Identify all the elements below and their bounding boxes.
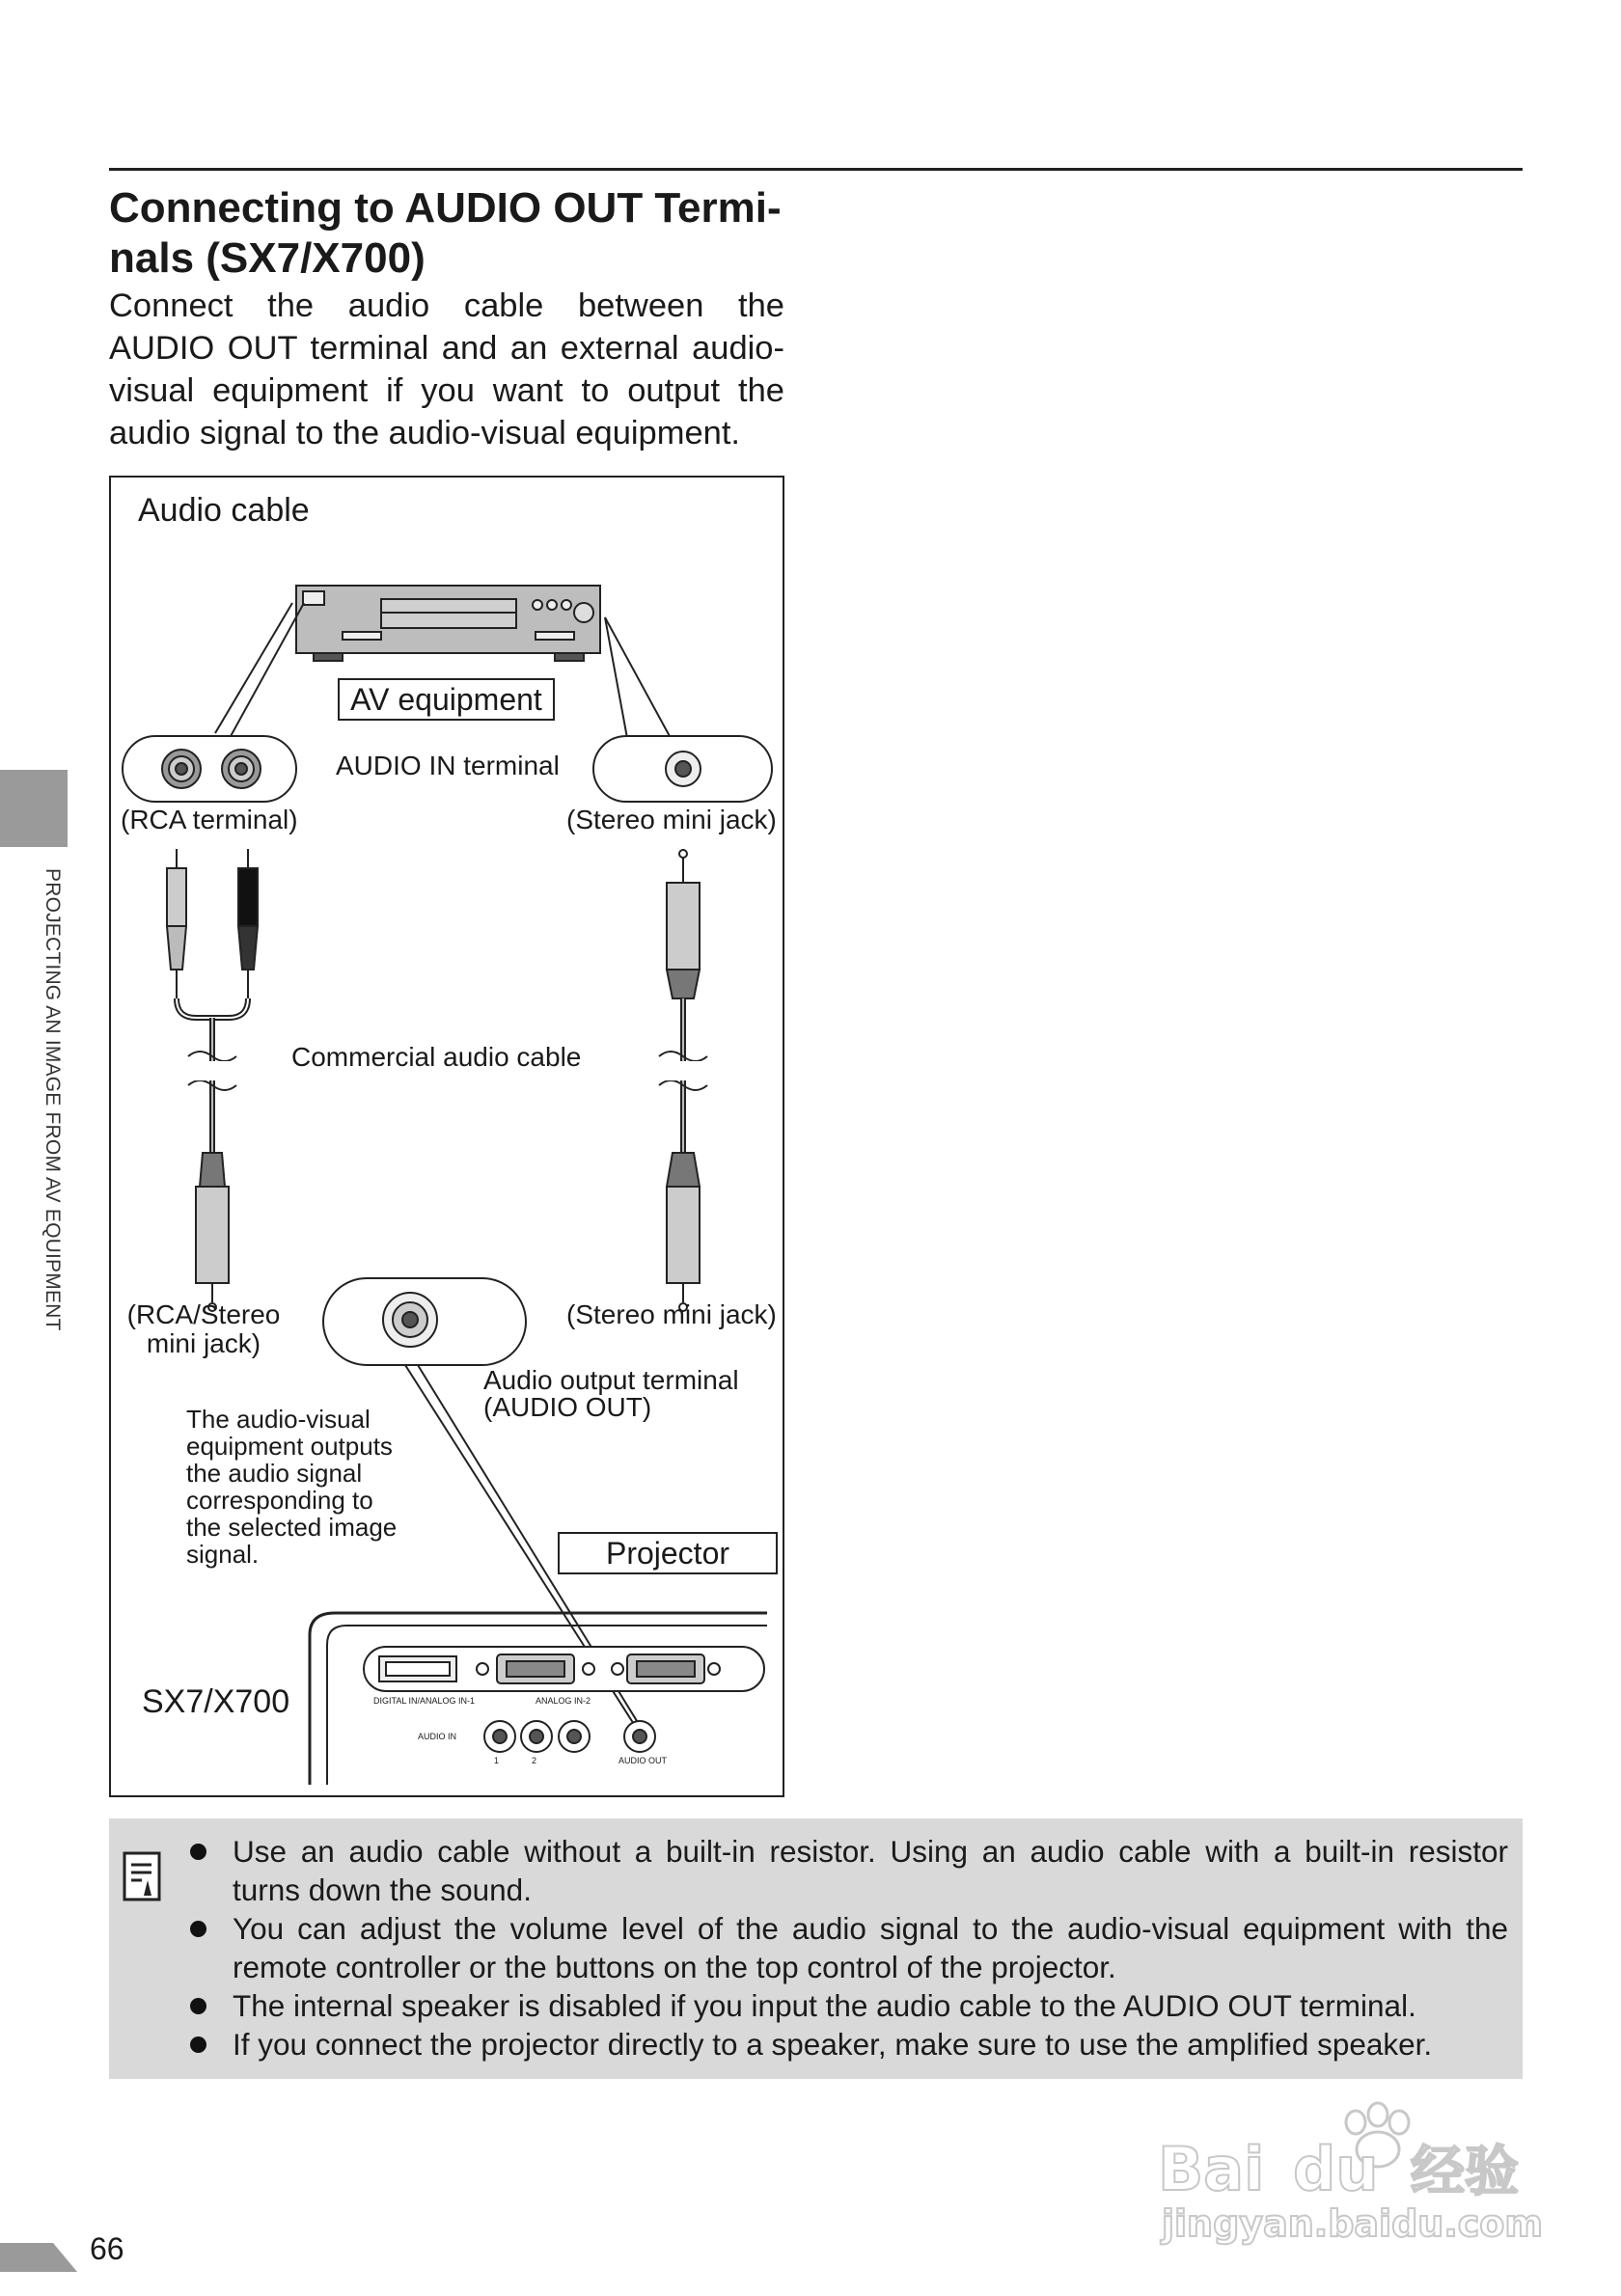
side-tab-label	[29, 868, 68, 1331]
notes-box	[109, 1818, 1523, 2079]
av-equipment-icon	[296, 586, 600, 661]
watermark-brand-2: du	[1293, 2134, 1379, 2204]
panel-analog-in-2-label: ANALOG IN-2	[536, 1696, 591, 1706]
panel-audio-in-label: AUDIO IN	[418, 1732, 457, 1741]
mini-plug-right-top	[667, 849, 700, 998]
memo-icon	[123, 1851, 161, 1901]
commercial-audio-cable-label: Commercial audio cable	[291, 1042, 582, 1072]
watermark-cn: 经验	[1411, 2141, 1519, 2203]
watermark-url: jingyan.baidu.com	[1162, 2202, 1543, 2245]
av-outputs-line: The audio-visual	[186, 1405, 371, 1434]
panel-jack-2-label: 2	[532, 1756, 537, 1765]
intro-paragraph	[109, 285, 784, 454]
audio-in-terminal-label: AUDIO IN terminal	[336, 751, 560, 780]
watermark-brand: Bai	[1158, 2134, 1265, 2204]
page-tab-marker	[0, 2233, 87, 2272]
av-outputs-line: signal.	[186, 1540, 260, 1569]
audio-out-jack-icon	[383, 1293, 437, 1347]
av-outputs-line: equipment outputs	[186, 1432, 393, 1461]
section-title-line-2: nals (SX7/X700)	[109, 234, 426, 282]
stereo-mini-jack-bottom-label: (Stereo mini jack)	[566, 1299, 777, 1329]
side-tab-marker	[0, 770, 68, 847]
mini-plug-right-bottom	[667, 1153, 700, 1311]
header-rule	[109, 168, 1523, 171]
note-line: The internal speaker is disabled if you input the audio cable to the AUDIO OUT terminal.	[233, 1988, 1416, 2023]
bullet-icon	[190, 1844, 206, 1860]
page-number: 66	[90, 2231, 124, 2266]
stereo-mini-jack-top-label: (Stereo mini jack)	[566, 805, 777, 834]
av-outputs-note	[186, 1406, 397, 1568]
panel-digital-in-label: DIGITAL IN/ANALOG IN-1	[373, 1696, 476, 1706]
rca-stereo-mini-jack-label	[126, 1300, 281, 1358]
baidu-logo-icon	[1158, 2093, 1563, 2248]
bullet-icon	[190, 1998, 206, 2014]
note-line: Use an audio cable without a built-in resistor. Using an audio cable with a built-in resistor	[233, 1834, 1508, 1869]
audio-output-terminal-line-2: (AUDIO OUT)	[483, 1392, 652, 1422]
note-item	[186, 2025, 1508, 2064]
mini-jack-icon	[666, 752, 701, 786]
note-line: remote controller or the buttons on the top control of the projector.	[233, 1950, 1116, 1984]
note-item	[186, 1909, 1508, 1986]
mini-plug-left-bottom	[196, 1153, 229, 1311]
intro-line: AUDIO OUT terminal and an external audio-	[109, 330, 784, 367]
rca-terminal-label: (RCA terminal)	[121, 805, 298, 834]
note-line: turns down the sound.	[233, 1872, 532, 1907]
audio-output-terminal-label	[483, 1367, 739, 1421]
section-title	[109, 183, 784, 284]
note-list	[186, 1832, 1508, 2064]
bullet-icon	[190, 1921, 206, 1937]
model-label: SX7/X700	[142, 1683, 290, 1720]
intro-line: visual equipment if you want to output the	[109, 372, 784, 409]
rca-stereo-mini-jack-line-2: mini jack)	[146, 1328, 261, 1358]
bullet-icon	[190, 2036, 206, 2053]
intro-line: audio signal to the audio-visual equipment.	[109, 415, 741, 451]
rca-plug-left	[167, 849, 186, 998]
connection-diagram	[109, 476, 784, 1797]
baidu-watermark	[1158, 2093, 1563, 2248]
section-title-line-1: Connecting to AUDIO OUT Termi-	[109, 184, 782, 232]
note-item	[186, 1832, 1508, 1909]
audio-output-terminal-line-1: Audio output terminal	[483, 1365, 739, 1395]
note-line: If you connect the projector directly to a speaker, make sure to use the amplified speaker.	[233, 2027, 1433, 2062]
av-outputs-line: corresponding to	[186, 1486, 373, 1515]
av-outputs-line: the selected image	[186, 1513, 398, 1542]
av-outputs-line: the audio signal	[186, 1459, 363, 1488]
av-equipment-label: AV equipment	[338, 678, 555, 721]
figure-title: Audio cable	[138, 492, 310, 529]
note-line: You can adjust the volume level of the audio signal to the audio-visual equipment with the	[233, 1911, 1508, 1946]
panel-audio-out-label: AUDIO OUT	[618, 1756, 668, 1765]
projector-label: Projector	[558, 1532, 778, 1574]
panel-jack-1-label: 1	[494, 1756, 500, 1765]
intro-line: Connect the audio cable between the	[109, 287, 784, 324]
rca-stereo-mini-jack-line-1: (RCA/Stereo	[126, 1299, 281, 1329]
side-tab-text: PROJECTING AN IMAGE FROM AV EQUIPMENT	[41, 868, 64, 1331]
note-item	[186, 1986, 1508, 2025]
diagram-drawing	[111, 478, 786, 1799]
rca-plug-right	[238, 849, 258, 998]
